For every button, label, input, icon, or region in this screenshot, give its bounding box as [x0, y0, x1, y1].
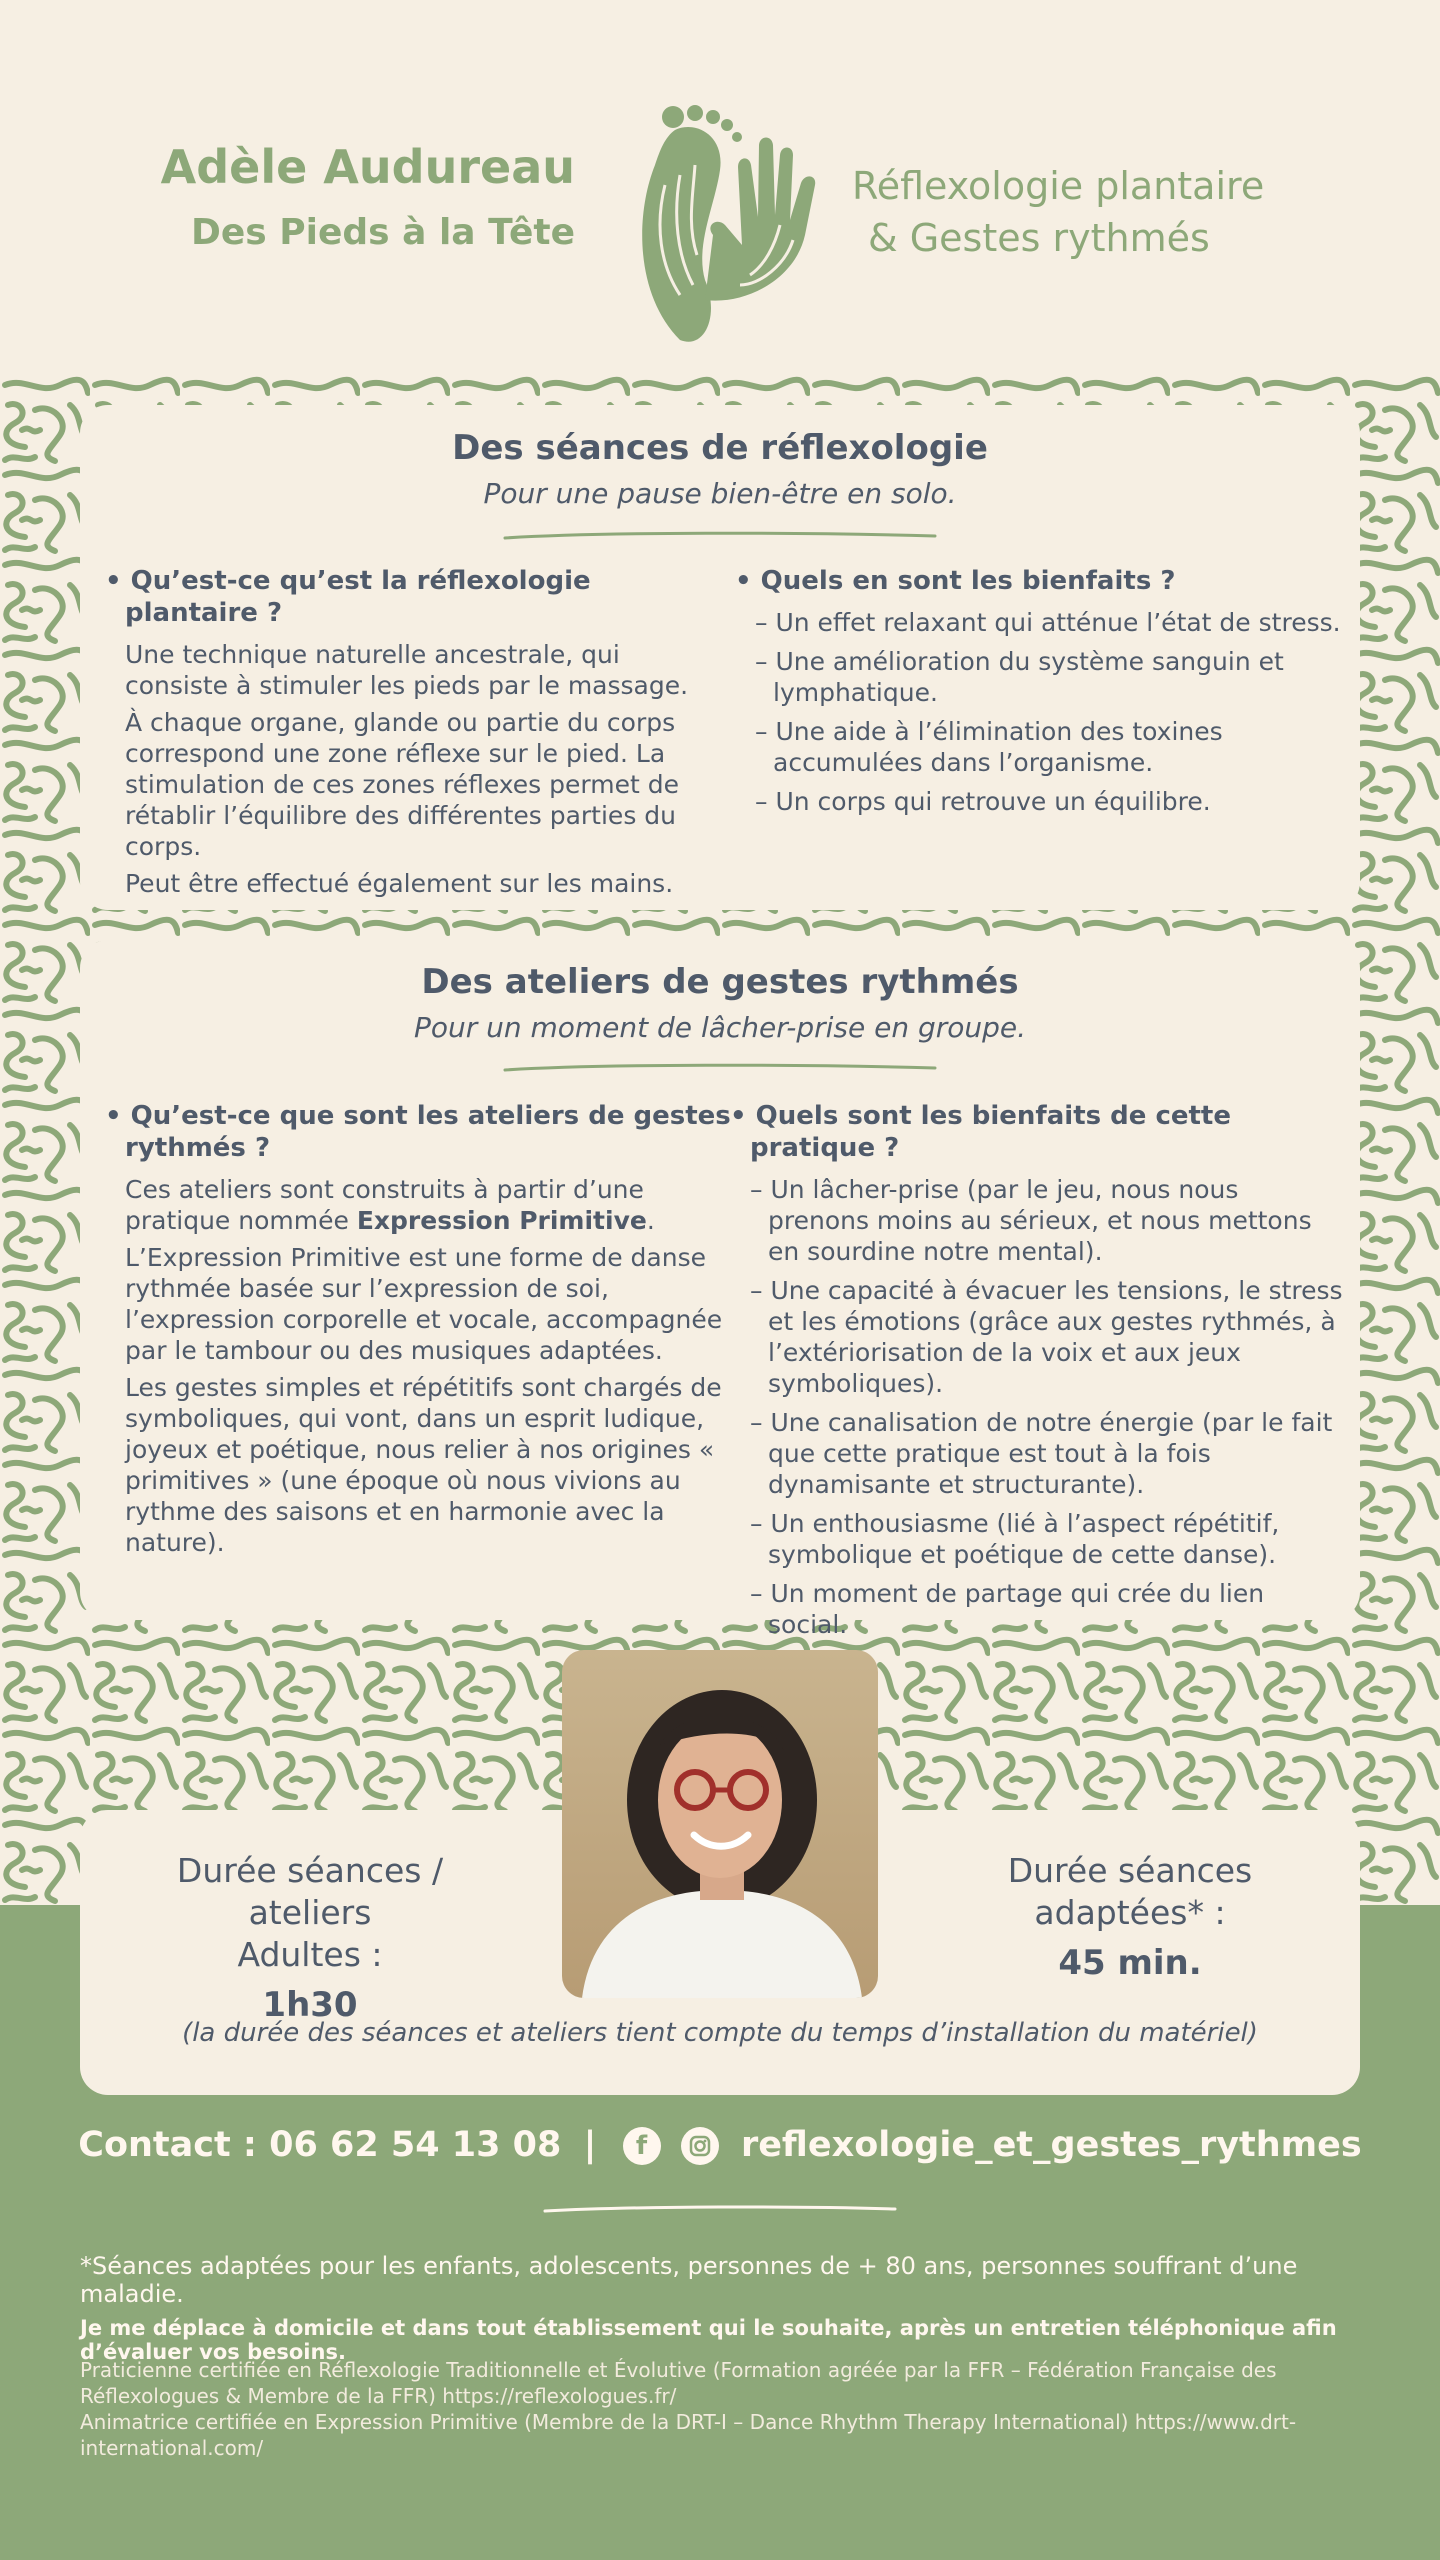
contact-phone[interactable]: Contact : 06 62 54 13 08 [78, 2125, 562, 2165]
workshops-subtitle: Pour un moment de lâcher-prise en groupe. [413, 1011, 1027, 1044]
certification-expression-primitive: Animatrice certifiée en Expression Primitive (Membre de la DRT-I – Dance Rhythm Therapy International) https://www.drt-international.com/ [80, 2410, 1297, 2460]
divider-swash [540, 2202, 900, 2216]
question-heading: • Qu’est-ce qu’est la réflexologie plantaire ? [105, 566, 591, 628]
adult-duration [120, 1850, 500, 2026]
brand-name: Adèle Audureau [160, 140, 575, 194]
separator: | [583, 2125, 597, 2165]
divider-swash [500, 528, 940, 544]
adult-duration-value: 1h30 [262, 1985, 358, 2025]
paragraph: À chaque organe, glande ou partie du corps correspond une zone réflexe sur le pied. La stimulation de ces zones réflexes permet de rétablir l’équilibre des différentes parties du corps. [125, 708, 679, 861]
list-item: – Une amélioration du système sanguin et lymphatique. [755, 647, 1284, 707]
paragraph: L’Expression Primitive est une forme de danse rythmée basée sur l’expression de soi, l’expression corporelle et vocale, accompagnée par le tambour ou des musiques adaptées. [125, 1243, 723, 1365]
instagram-icon[interactable] [681, 2127, 719, 2165]
reflexology-card [80, 405, 1360, 910]
reflexology-left-column [105, 565, 715, 905]
question-heading: • Quels en sont les bienfaits ? [735, 566, 1176, 596]
facebook-icon[interactable]: f [623, 2127, 661, 2165]
list-item: – Un effet relaxant qui atténue l’état de stress. [755, 608, 1341, 637]
adapted-duration-label: adaptées* : [1034, 1893, 1226, 1932]
paragraph: Ces ateliers sont construits à partir d’une pratique nommée Expression Primitive. [125, 1175, 655, 1235]
list-item: – Une aide à l’élimination des toxines accumulées dans l’organisme. [755, 717, 1223, 777]
portrait-photo [562, 1650, 878, 1998]
certification-reflexology: Praticienne certifiée en Réflexologie Traditionnelle et Évolutive (Formation agréée par la FFR – Fédération Française des Réflexologues & Membre de la FFR) https://reflexologues.fr/ [80, 2358, 1277, 2408]
list-item: – Une canalisation de notre énergie (par le fait que cette pratique est tout à la fois dynamisante et structurante). [750, 1408, 1333, 1499]
tagline-line-1: Réflexologie plantaire [852, 164, 1265, 208]
list-item: – Un enthousiasme (lié à l’aspect répétitif, symbolique et poétique de cette danse). [750, 1509, 1280, 1569]
travel-note: Je me déplace à domicile et dans tout établissement qui le souhaite, après un entretien téléphonique afin d’évaluer vos besoins. [80, 2316, 1337, 2364]
adapted-duration-label: Durée séances [1007, 1851, 1253, 1890]
adapted-duration [940, 1850, 1320, 1984]
adult-duration-label: Durée séances / ateliers [176, 1851, 444, 1932]
workshops-left-column [105, 1100, 735, 1564]
list-item: – Une capacité à évacuer les tensions, le stress et les émotions (grâce aux gestes rythmés, à l’extériorisation de la voix et aux jeux symboliques). [750, 1276, 1343, 1398]
brand-subtitle: Des Pieds à la Tête [191, 212, 575, 253]
paragraph: Les gestes simples et répétitifs sont chargés de symboliques, qui vont, dans un esprit ludique, joyeux et poétique, nous relier à nos origines « primitives » (une époque où nous vivions au rythme des saisons et en harmonie avec la nature). [125, 1373, 722, 1557]
certifications [80, 2357, 1380, 2461]
contact-line [0, 2125, 1440, 2165]
list-item: – Un corps qui retrouve un équilibre. [755, 787, 1211, 816]
tagline [852, 160, 1282, 264]
duration-note: (la durée des séances et ateliers tient compte du temps d’installation du matériel) [182, 2018, 1258, 2048]
reflexology-subtitle: Pour une pause bien-être en solo. [483, 477, 957, 510]
divider-swash [500, 1060, 940, 1076]
paragraph: Peut être effectué également sur les mains. [125, 869, 674, 898]
header [0, 0, 1440, 375]
list-item: – Un moment de partage qui crée du lien social. [750, 1579, 1265, 1639]
paragraph: Une technique naturelle ancestrale, qui consiste à stimuler les pieds par le massage. [125, 640, 689, 700]
adapted-sessions-note: *Séances adaptées pour les enfants, adolescents, personnes de + 80 ans, personnes souffrant d’une maladie. [80, 2252, 1298, 2308]
tagline-line-2: & Gestes rythmés [868, 216, 1210, 260]
workshops-right-column [730, 1100, 1345, 1648]
list-item: – Un lâcher-prise (par le jeu, nous nous prenons moins au sérieux, et nous mettons en sourdine notre mental). [750, 1175, 1312, 1266]
foot-hand-logo-icon [625, 95, 820, 345]
question-heading: • Qu’est-ce que sont les ateliers de gestes rythmés ? [105, 1101, 731, 1163]
reflexology-title: Des séances de réflexologie [452, 428, 988, 468]
adapted-duration-value: 45 min. [1058, 1943, 1202, 1983]
adult-duration-label: Adultes : [237, 1935, 383, 1974]
question-heading: • Quels sont les bienfaits de cette pratique ? [730, 1101, 1231, 1163]
social-handle[interactable]: reflexologie_et_gestes_rythmes [740, 2125, 1362, 2165]
workshops-title: Des ateliers de gestes rythmés [421, 962, 1019, 1002]
reflexology-right-column [735, 565, 1345, 825]
workshops-card [80, 940, 1360, 1639]
